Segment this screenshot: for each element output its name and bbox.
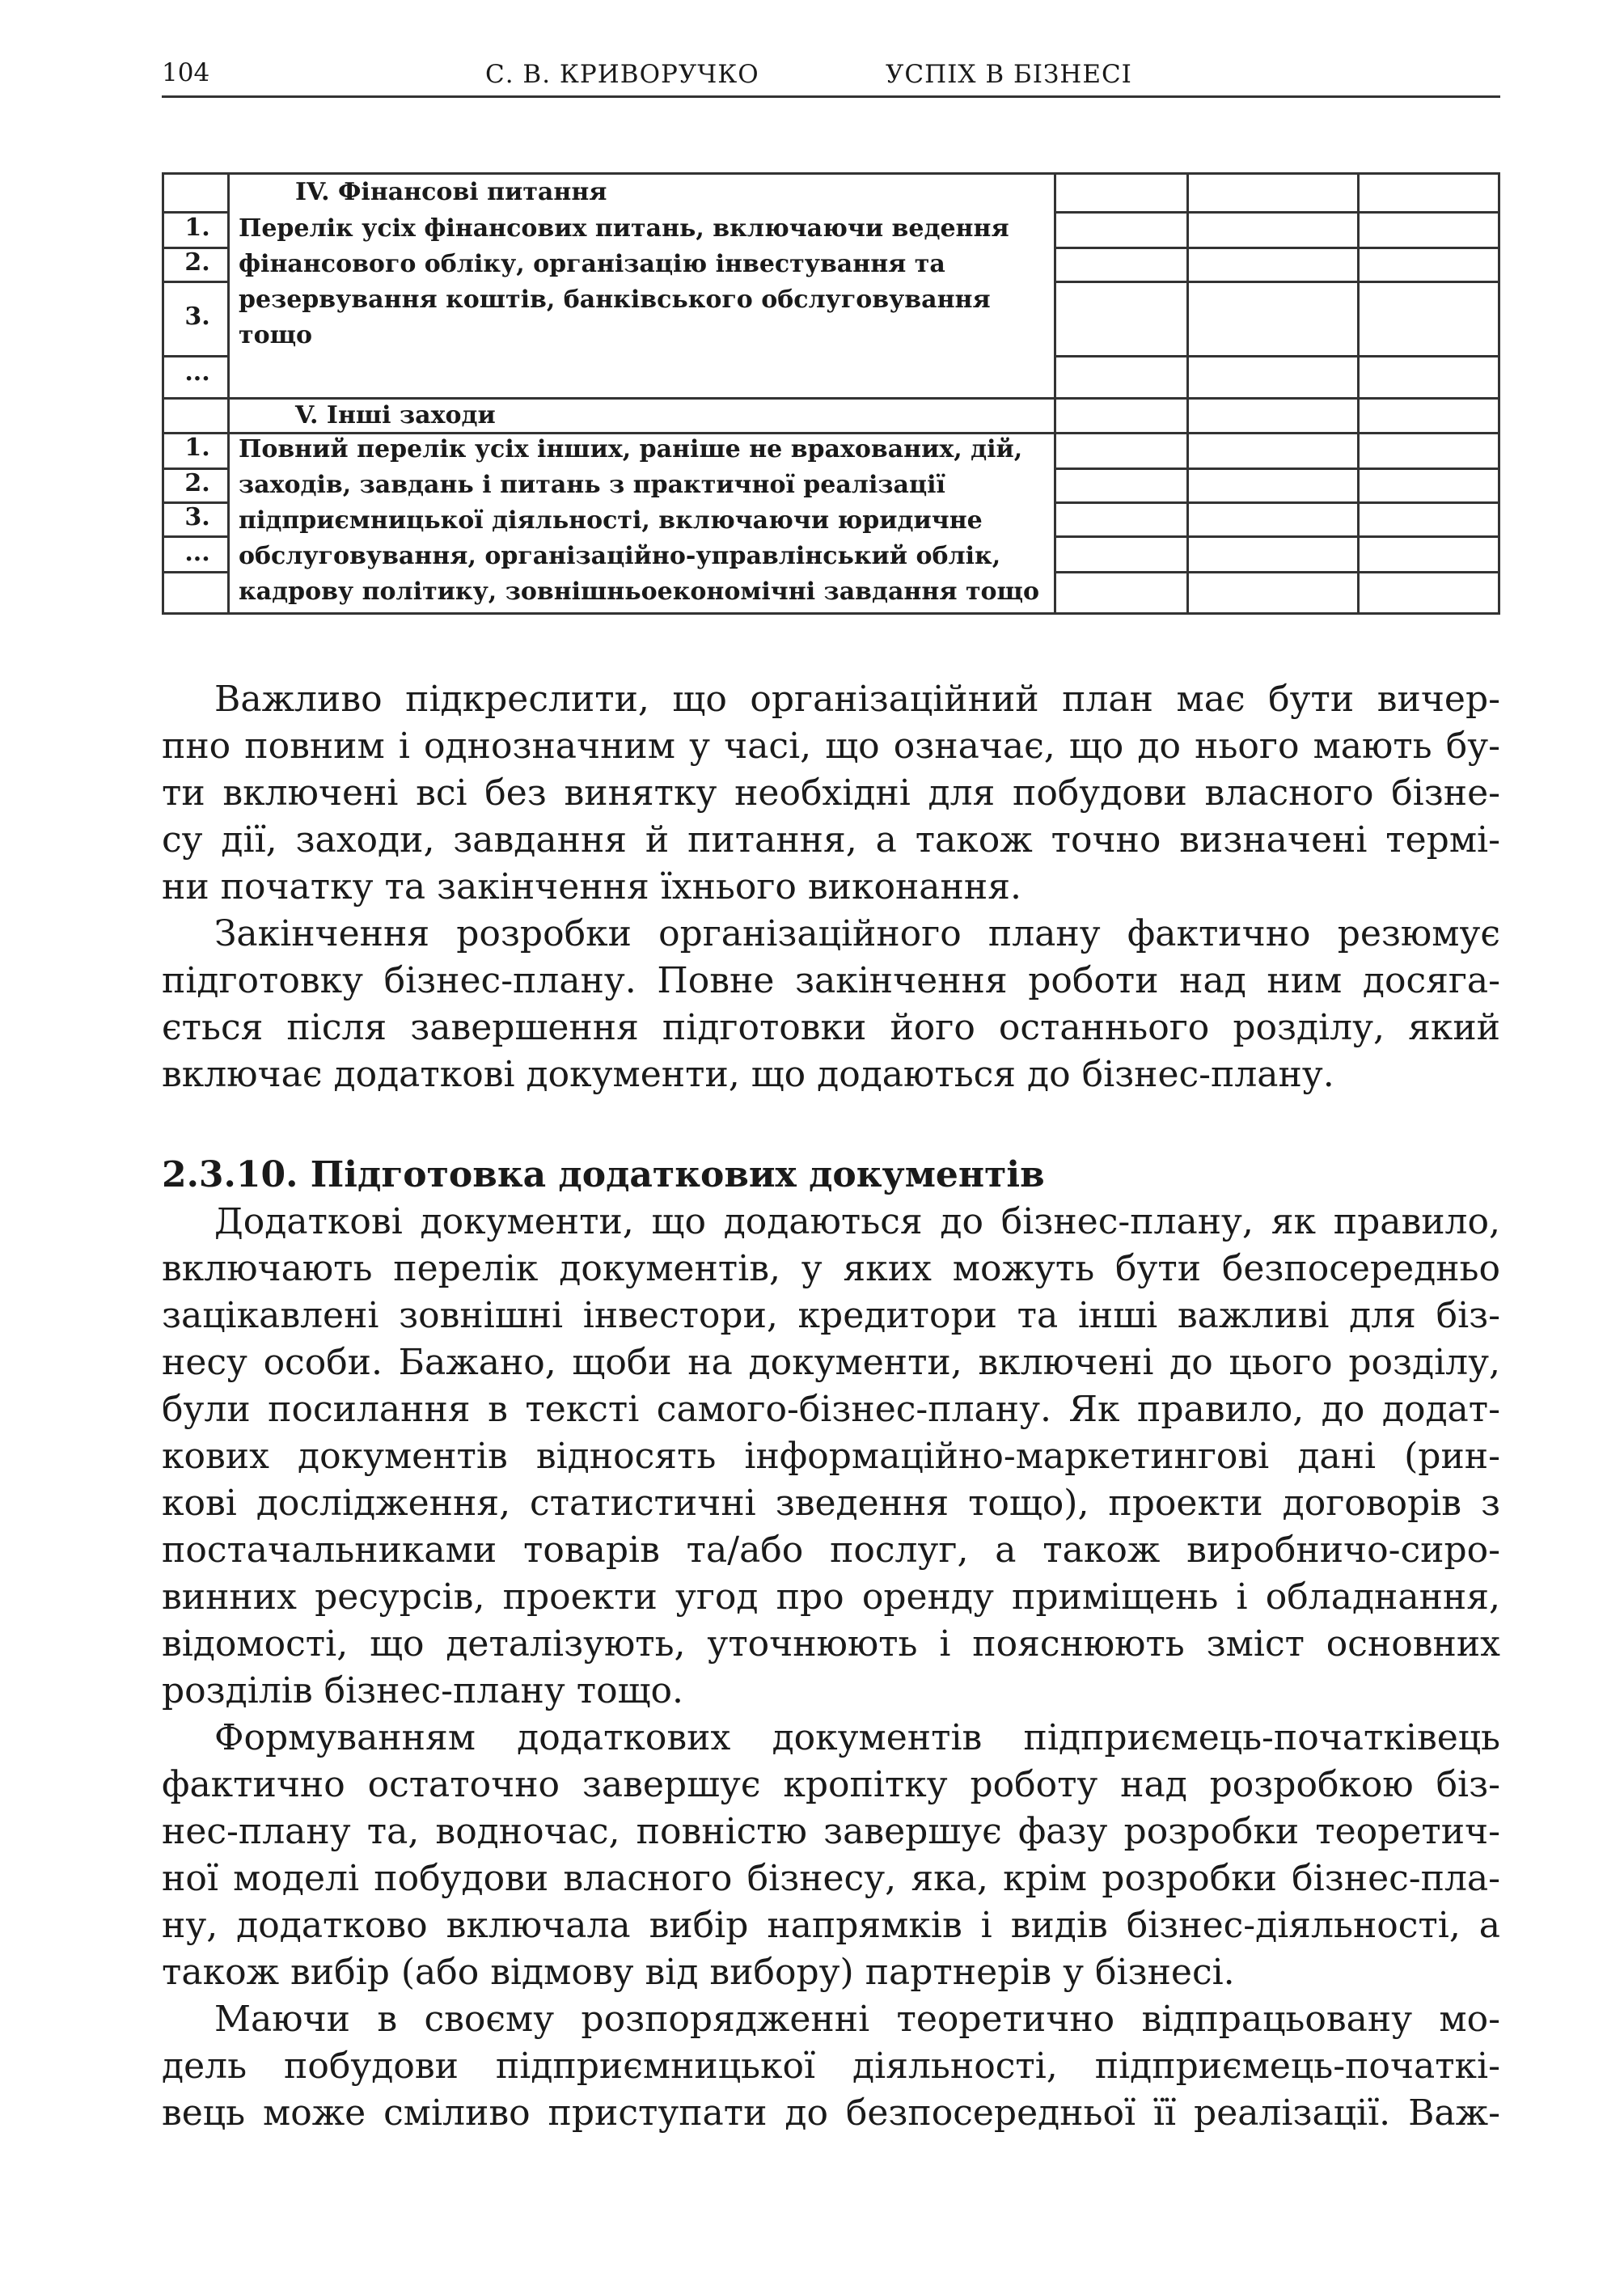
row-number: 1. bbox=[184, 214, 210, 242]
row-number: 2. bbox=[184, 469, 210, 497]
text-line: несу особи. Бажано, щоби на документи, включені до цього розділу, bbox=[162, 1342, 1500, 1383]
table-row-divider bbox=[164, 571, 227, 573]
table-row-divider bbox=[1054, 467, 1498, 470]
table-row-divider bbox=[1054, 535, 1498, 538]
text-line: підготовку бізнес-плану. Повне закінчення роботи над ним досяга- bbox=[162, 960, 1500, 1001]
text-line: винних ресурсів, проекти угод про оренду приміщень і обладнання, bbox=[162, 1576, 1500, 1618]
body-paragraph bbox=[162, 1715, 1500, 1996]
text-line: Додаткові документи, що додаються до бізнес-плану, як правило, bbox=[214, 1201, 1500, 1242]
body-paragraph bbox=[162, 676, 1500, 911]
other-description-line: обслуговування, організаційно-управлінський облік, bbox=[239, 542, 1001, 570]
other-description-line: Повний перелік усіх інших, раніше не врахованих, дій, bbox=[239, 435, 1023, 463]
row-number: 1. bbox=[184, 434, 210, 462]
text-line: Маючи в своєму розпорядженні теоретично відпрацьовану мо- bbox=[214, 1999, 1500, 2040]
financial-description-line: Перелік усіх фінансових питань, включаючи ведення bbox=[239, 214, 1009, 243]
text-line: ється після завершення підготовки його останнього розділу, який bbox=[162, 1007, 1500, 1048]
text-line: вець може сміливо приступати до безпосередньої її реалізації. Важ- bbox=[162, 2092, 1500, 2134]
text-line: постачальниками товарів та/або послуг, а також виробничо-сиро- bbox=[162, 1529, 1500, 1571]
text-line: кових документів відносять інформаційно-маркетингові дані (рин- bbox=[162, 1436, 1500, 1477]
text-line: фактично остаточно завершує кропітку роботу над розробкою біз- bbox=[162, 1764, 1500, 1805]
row-number: 3. bbox=[184, 302, 210, 331]
text-line: відомості, що деталізують, уточнюють і пояснюють зміст основних bbox=[162, 1623, 1500, 1665]
financial-description-line: резервування коштів, банківського обслуговування bbox=[239, 286, 991, 314]
row-number: 3. bbox=[184, 503, 210, 531]
table-row-divider bbox=[164, 281, 227, 283]
section-heading: 2.3.10. Підготовка додаткових документів bbox=[162, 1154, 1045, 1195]
page-number: 104 bbox=[162, 58, 210, 87]
table-row-divider bbox=[1054, 355, 1498, 357]
other-description-line: заходів, завдань і питань з практичної реалізації bbox=[239, 471, 945, 499]
text-line: зацікавлені зовнішні інвестори, кредитори та інші важливі для біз- bbox=[162, 1295, 1500, 1336]
text-line: включають перелік документів, у яких можуть бути безпосередньо bbox=[162, 1248, 1500, 1289]
text-line: кові дослідження, статистичні зведення тощо), проекти договорів з bbox=[162, 1483, 1500, 1524]
text-line: нес-плану та, водночас, повністю завершує фазу розробки теоретич- bbox=[162, 1811, 1500, 1852]
text-line: включає додаткові документи, що додаються до бізнес-плану. bbox=[162, 1054, 1334, 1095]
financial-description-line: фінансового обліку, організацію інвестування та bbox=[239, 250, 945, 278]
table-row-divider bbox=[1054, 211, 1498, 214]
other-description-line: кадрову політику, зовнішньоекономічні завдання тощо bbox=[239, 577, 1040, 606]
financial-description-line: тощо bbox=[239, 321, 313, 349]
table-col-divider bbox=[1357, 175, 1360, 612]
row-number: ... bbox=[184, 539, 210, 567]
running-author: С. В. КРИВОРУЧКО bbox=[485, 60, 759, 89]
table-row-divider bbox=[1054, 247, 1498, 249]
section-heading-other: V. Інші заходи bbox=[295, 401, 496, 429]
body-paragraph bbox=[162, 911, 1500, 1098]
body-paragraph bbox=[162, 1199, 1500, 1715]
text-line: ти включені всі без винятку необхідні для побудови власного бізне- bbox=[162, 772, 1500, 814]
text-line: пно повним і однозначним у часі, що означає, що до нього мають бу- bbox=[162, 726, 1500, 767]
table-row-divider bbox=[1054, 281, 1498, 283]
text-line: ної моделі побудови власного бізнесу, яка, крім розробки бізнес-пла- bbox=[162, 1858, 1500, 1899]
text-line: Закінчення розробки організаційного плану фактично резюмує bbox=[214, 913, 1500, 954]
running-title: УСПІХ В БІЗНЕСІ bbox=[886, 60, 1132, 89]
section-heading-financial: IV. Фінансові питання bbox=[295, 178, 607, 206]
table-col-divider bbox=[1186, 175, 1189, 612]
body-paragraph bbox=[162, 1996, 1500, 2137]
row-number: ... bbox=[184, 358, 210, 387]
page-header bbox=[162, 53, 1500, 98]
text-line: ни початку та закінчення їхнього виконання. bbox=[162, 866, 1021, 907]
text-line: су дії, заходи, завдання й питання, а також точно визначені термі- bbox=[162, 819, 1500, 861]
text-line: також вибір (або відмову від вибору) партнерів у бізнесі. bbox=[162, 1952, 1235, 1993]
text-line: дель побудови підприємницької діяльності, підприємець-початкі- bbox=[162, 2046, 1500, 2087]
table-col-divider bbox=[1054, 175, 1056, 612]
table-row-divider bbox=[1054, 571, 1498, 573]
table-row-divider bbox=[1054, 501, 1498, 504]
table-col-divider bbox=[227, 175, 230, 612]
organizational-plan-table bbox=[162, 172, 1500, 615]
text-line: були посилання в тексті самого-бізнес-плану. Як правило, до додат- bbox=[162, 1389, 1500, 1430]
other-description-line: підприємницької діяльності, включаючи юридичне bbox=[239, 506, 983, 535]
text-line: Важливо підкреслити, що організаційний план має бути вичер- bbox=[214, 679, 1500, 720]
row-number: 2. bbox=[184, 248, 210, 277]
text-line: ну, додатково включала вибір напрямків і видів бізнес-діяльності, а bbox=[162, 1905, 1500, 1946]
text-line: Формуванням додаткових документів підприємець-початківець bbox=[214, 1717, 1500, 1758]
text-line: розділів бізнес-плану тощо. bbox=[162, 1670, 683, 1711]
